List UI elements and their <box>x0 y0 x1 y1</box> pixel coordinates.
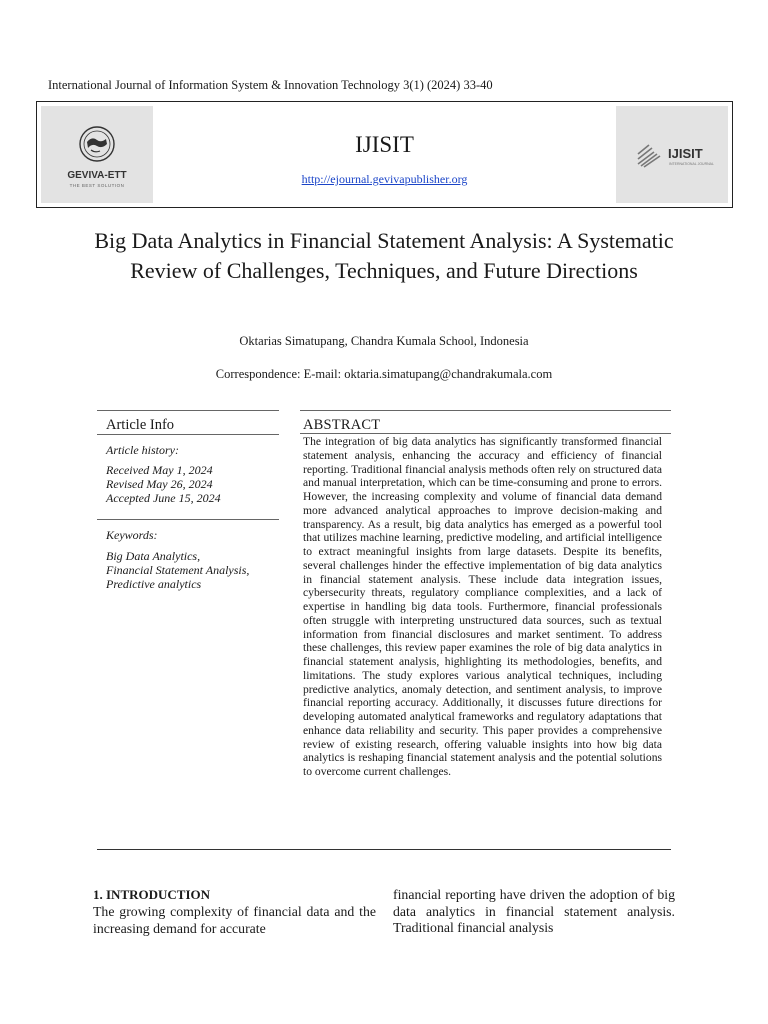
journal-logo <box>616 106 728 203</box>
correspondence: Correspondence: E-mail: oktaria.simatupang@chandrakumala.com <box>215 367 553 381</box>
abstract-body: The integration of big data analytics has significantly transformed financial statement analysis, enhancing the accuracy and efficiency of financial reporting. Traditional financial analysis methods often rely on structured data and manual interpretation, which can be time-consuming and prone to errors. However, the increasing complexity and volume of financial data demand more advanced analytical approaches to improve decision-making and transparency. As a result, big data analytics has emerged as a powerful tool that utilizes machine learning, predictive modeling, and artificial intelligence to extract meaningful insights from large datasets. Despite its benefits, several challenges hinder the effective implementation of big data analytics in financial statement analysis. These include data integration issues, cybersecurity threats, regulatory compliance complexities, and a lack of expertise in handling big data tools. Furthermore, financial professionals often struggle with interpreting unstructured data sources, such as textual information from financial disclosures and market sentiment. To address these challenges, this review paper examines the role of big data analytics in financial statement analysis, highlighting its methodologies, benefits, and limitations. The study explores various analytical techniques, including predictive analytics, anomaly detection, and sentiment analysis, to improve financial reporting accuracy. Additionally, it discusses future directions for developing automated analytical frameworks and regulatory adaptations that enhance data reliability and security. This paper provides a comprehensive review of existing research, offering valuable insights into how big data analytics is reshaping financial statement analysis and the potential solutions to overcome current challenges. <box>303 435 662 778</box>
article-info-heading: Article Info <box>106 417 175 433</box>
publisher-logo-tagline: THE BEST SOLUTION <box>69 183 125 188</box>
divider-keywords <box>97 519 279 520</box>
keyword-item: Predictive analytics <box>106 577 202 591</box>
accepted-date: Accepted June 15, 2024 <box>106 491 221 505</box>
journal-abbr: IJISIT <box>355 132 414 157</box>
divider-abstract-heading <box>300 433 671 434</box>
article-history-label: Article history: <box>106 443 179 457</box>
introduction-column-right: financial reporting have driven the adoption of big data analytics in financial statement analysis. Traditional financial analysis <box>393 887 675 935</box>
stacked-layers-icon <box>636 142 662 168</box>
divider-article-info-top <box>97 410 279 411</box>
received-date: Received May 1, 2024 <box>106 463 213 477</box>
divider-abstract-top <box>300 410 671 411</box>
section-heading-introduction: 1. INTRODUCTION <box>93 887 211 902</box>
running-head: International Journal of Information System & Innovation Technology 3(1) (2024) 33-40 <box>48 78 493 92</box>
abstract-heading: ABSTRACT <box>303 417 381 433</box>
divider-abstract-bottom <box>97 849 671 850</box>
keyword-item: Financial Statement Analysis, <box>106 563 250 577</box>
divider-article-info-heading <box>97 434 279 435</box>
introduction-column-left: The growing complexity of financial data and the increasing demand for accurate <box>93 904 376 936</box>
paper-title: Big Data Analytics in Financial Statement Analysis: A Systematic Review of Challenges, Techniques, and Future Directions <box>94 228 674 283</box>
keywords-label: Keywords: <box>106 528 158 542</box>
keyword-item: Big Data Analytics, <box>106 549 201 563</box>
publisher-logo-name: GEVIVA-ETT <box>67 170 127 181</box>
revised-date: Revised May 26, 2024 <box>106 477 213 491</box>
journal-url-link[interactable]: http://ejournal.gevivapublisher.org <box>301 172 468 186</box>
journal-header <box>36 101 733 208</box>
journal-logo-tagline: INTERNATIONAL JOURNAL <box>669 162 714 166</box>
journal-logo-name: IJISIT <box>668 146 703 161</box>
authors: Oktarias Simatupang, Chandra Kumala School, Indonesia <box>239 334 529 348</box>
